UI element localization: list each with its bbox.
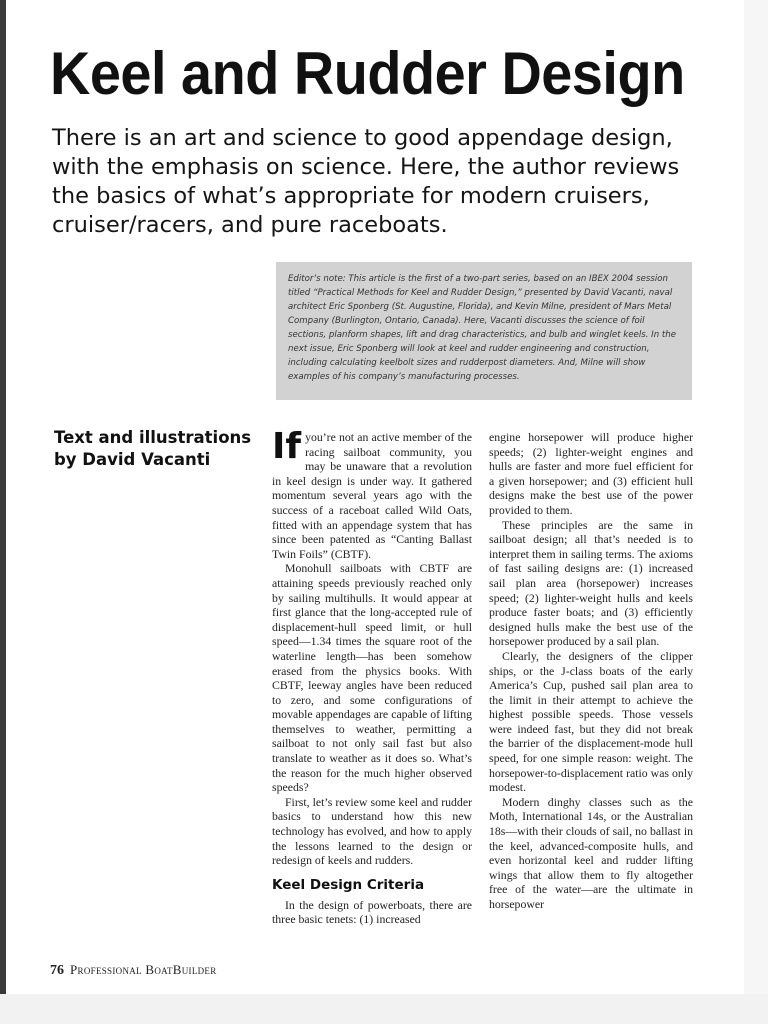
- body-paragraph: First, let’s review some keel and rudder basics to understand how this new technology has evolved, and how to apply the lessons learned to the design or redesign of keels and rudders.: [272, 794, 472, 868]
- page-number: 76: [50, 963, 64, 978]
- body-paragraph: Modern dinghy classes such as the Moth, International 14s, or the Australian 18s—with their clouds of sail, no ballast in the keel, advanced-composite hulls, and even horizontal keel and rudder lifting wings that allow them to fly altogether free of the water—are the ultimate in horsepower: [489, 794, 693, 911]
- body-paragraph: engine horsepower will produce higher speeds; (2) lighter-weight engines and hulls are faster and more fuel efficient for a given horsepower; and (3) efficient hull designs make the best use of the power provided to them.: [489, 430, 693, 517]
- editors-note-box: Editor’s note: This article is the first of a two-part series, based on an IBEX 2004 session titled “Practical Methods for Keel and Rudder Design,” presented by David Vacanti, naval architect Eric Sponberg (St. Augustine, Florida), and Kevin Milne, president of Mars Metal Company (Burlington, Ontario, Canada). Here, Vacanti discusses the science of foil sections, planform shapes, lift and drag characteristics, and bulb and winglet keels. In the next issue, Eric Sponberg will look at keel and rudder engineering and construction, including calculating keelbolt sizes and rudderpost diameters. And, Milne will show examples of his company’s manufacturing processes.: [276, 262, 692, 400]
- byline: Text and illustrations by David Vacanti: [54, 428, 252, 469]
- page-footer: [50, 962, 217, 979]
- body-column-2: [489, 430, 693, 912]
- magazine-name: Professional BoatBuilder: [70, 962, 217, 977]
- right-page-edge: [744, 0, 768, 1024]
- body-paragraph: These principles are the same in sailboat design; all that’s needed is to interpret them in sailing terms. The axioms of fast sailing designs are: (1) increased sail plan area (horsepower) increases speed; (2) lighter-weight hulls and keels produce faster boats; and (3) efficiently designed hulls make the best use of the horsepower produced by a sail plan.: [489, 517, 693, 649]
- body-paragraph: Monohull sailboats with CBTF are attaining speeds previously reached only by sailing multihulls. It would appear at first glance that the long-accepted rule of displacement-hull speed limit, or hull speed—1.34 times the square root of the waterline length—has been somehow erased from the physics books. With CBTF, leeway angles have been reduced to zero, and some configurations of movable appendages are capable of lifting themselves to weather, permitting a sailboat to not only sail fast but also translate to weather as it does so. What’s the reason for the much higher observed speeds?: [272, 561, 472, 795]
- body-paragraph: [272, 426, 472, 561]
- body-paragraph: In the design of powerboats, there are three basic tenets: (1) increased: [272, 897, 472, 927]
- body-column-1: [272, 426, 472, 927]
- opening-text: you’re not an active member of the racing sailboat community, you may be unaware that a revolution in keel design is under way. It gathered momentum several years ago with the success of a raceboat called Wild Oats, fitted with an appendage system that has since been patented as “Canting Ballast Twin Foils” (CBTF).: [272, 430, 472, 561]
- body-paragraph: Clearly, the designers of the clipper ships, or the J-class boats of the early America’s Cup, pushed sail plan area to the limit in their attempt to achieve the highest possible speeds. Those vessels were indeed fast, but they did not break the barrier of the displacement-mode hull speed, for one simple reason: weight. The horsepower-to-displacement ratio was only modest.: [489, 648, 693, 795]
- article-deck: There is an art and science to good appendage design, with the emphasis on science. Here, the author reviews the basics of what’s appropriate for modern cruisers, cruiser/racers, and pure raceboats.: [52, 125, 680, 238]
- page-bottom-margin: [0, 994, 768, 1024]
- section-heading: Keel Design Criteria: [272, 876, 425, 893]
- drop-cap: If: [272, 426, 302, 467]
- article-title: Keel and Rudder Design: [50, 40, 685, 107]
- left-page-edge: [0, 0, 6, 1024]
